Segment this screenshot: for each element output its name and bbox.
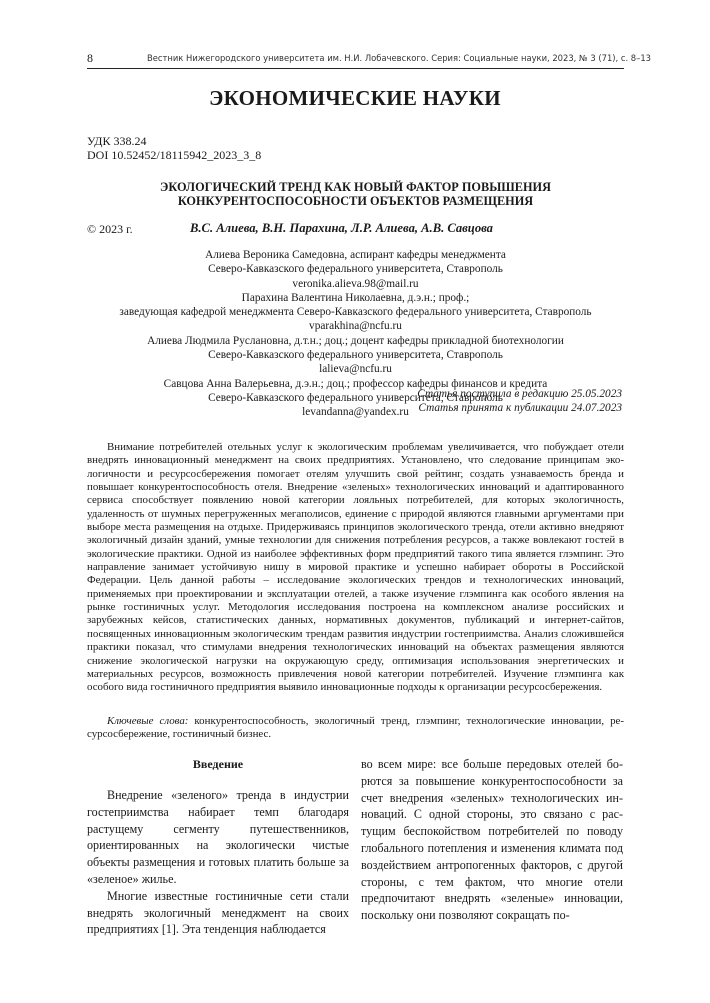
running-head [87, 50, 651, 69]
body-paragraph: Многие известные гостиничные сети стали внедрять экологичный менеджмент на своих предприятиях [1]. Эта тенденция наблюдается [87, 888, 349, 937]
affiliation-line: Северо-Кавказского федерального университета, Ставрополь [208, 263, 503, 276]
copyright: © 2023 г. [87, 222, 133, 236]
title-line: КОНКУРЕНТОСПОСОБНОСТИ ОБЪЕКТОВ РАЗМЕЩЕНИЯ [177, 194, 534, 208]
keywords-text: конкурентоспособность, экологичный тренд, глэмпинг, технологические инновации, ресурсосбережение, гостиничный бизнес. [87, 715, 624, 741]
author-email[interactable]: lalieva@ncfu.ru [319, 363, 392, 376]
author-email[interactable]: vparakhina@ncfu.ru [309, 320, 402, 333]
body-paragraph: во всем мире: все больше передовых отелей борются за повышение конкурентоспособности за счет внедрения «зеленых» технологических инноваций. С одной стороны, это связано с растущим беспокойством потребителей по поводу глобального потепления и изменения климата под воздействием антропогенных факторов, с другой стороны, с тем фактом, что многие отели предпочитают внедрять «зеленые» инновации, поскольку они позволяют сокращать по- [361, 757, 623, 923]
keywords [87, 715, 624, 742]
affiliation-line: Савцова Анна Валерьевна, д.э.н.; доц.; профессор кафедры финансов и кредита [163, 377, 548, 390]
keywords-label: Ключевые слова: [107, 715, 189, 727]
affiliation-line: заведующая кафедрой менеджмента Северо-Кавказского федерального университета, Ставрополь [119, 306, 592, 319]
body-column-right [361, 756, 623, 924]
author-email[interactable]: levandanna@yandex.ru [302, 406, 409, 419]
affiliation-line: Северо-Кавказского федерального университета, Ставрополь [208, 391, 503, 404]
udk-code: УДК 338.24 [87, 134, 147, 148]
intro-heading: Введение [192, 757, 244, 771]
title-line: ЭКОЛОГИЧЕСКИЙ ТРЕНД КАК НОВЫЙ ФАКТОР ПОВЫШЕНИЯ [160, 180, 551, 194]
affiliation-line: Парахина Валентина Николаевна, д.э.н.; проф.; [241, 291, 470, 304]
author-email[interactable]: veronika.alieva.98@mail.ru [292, 277, 419, 290]
affiliation-line: Алиева Вероника Самедовна, аспирант кафедры менеджмента [205, 249, 506, 261]
identifiers [87, 134, 261, 162]
doi[interactable]: DOI 10.52452/18115942_2023_3_8 [87, 148, 262, 162]
received-date: Статья поступила в редакцию 25.05.2023 [417, 388, 622, 400]
body-column-left [87, 756, 349, 938]
accepted-date: Статья принята к публикации 24.07.2023 [418, 401, 622, 414]
section-heading: ЭКОНОМИЧЕСКИЕ НАУКИ [209, 86, 501, 110]
affiliation-line: Алиева Людмила Руслановна, д.т.н.; доц.; доцент кафедры прикладной биотехнологии [147, 334, 564, 347]
article-title [87, 180, 624, 208]
body-paragraph: Внедрение «зеленого» тренда в индустрии гостеприимства набирает темп благодаря растущему сегменту путешественников, ориентированных на экологически чистые объекты размещения и готовых платить больше за «зеленое» жилье. [87, 788, 349, 886]
authors: В.С. Алиева, В.Н. Парахина, Л.Р. Алиева, А.В. Савцова [190, 221, 493, 235]
journal-citation: Вестник Нижегородского университета им. Н.И. Лобачевского. Серия: Социальные науки, 2023, № 3 (71), с. 8–13 [147, 53, 651, 63]
abstract: Внимание потребителей отельных услуг к экологическим проблемам увеличивается, что побуждает отели внедрять инновационный менеджмент на своих предприятиях. Установлено, что следование принципам экологичности и ресурсосбережения помогает отелям улучшить свой рейтинг, создать узнаваемость бренда и повышает конкурентоспособность отеля. Внедрение «зеленых» технологических инноваций и адаптированного сервиса способствует появлению новой категории лояльных потребителей, для которых экологичность, удаленность от шумных перегруженных мегаполисов, единение с природой являются главными аргументами при выборе места размещения на отдыхе. Придерживаясь принципов экологического тренда, отели активно внедряют экологичный дизайн зданий, умные технологии для снижения потребления ресурсов, а также вовлекают гостей в экологические практики. Одной из наиболее эффективных форм предприятий такого типа является глэмпинг. Это направление занимает устойчивую нишу в мировой практике и успешно набирает обороты в Российской Федерации. Цель данной работы – исследование экологических трендов и технологических инноваций, применяемых при проектировании и эксплуатации отелей, а также изучение глэмпинга как особого явления на рынке гостиничных услуг. Методология исследования построена на комплексном анализе российских и зарубежных кейсов, статистических данных, нормативных документов, публикаций и интернет-сайтов, посвященных инновационным экологическим трендам развития индустрии гостеприимства. Анализ сложившейся практики показал, что стимулами внедрения технологических инноваций на объектах размещения являются снижение экологической нагрузки на окружающую среду, оптимизация использования энергетических и материальных ресурсов, возможность привлечения новой категории потребителей. Изучение глэмпинга как особого вида гостиничного предприятия выявило инновационные подходы к организации ресурсосбережения. [87, 441, 624, 694]
affiliation-line: Северо-Кавказского федерального университета, Ставрополь [208, 349, 503, 362]
article-dates [417, 388, 622, 415]
page-number: 8 [87, 51, 93, 65]
